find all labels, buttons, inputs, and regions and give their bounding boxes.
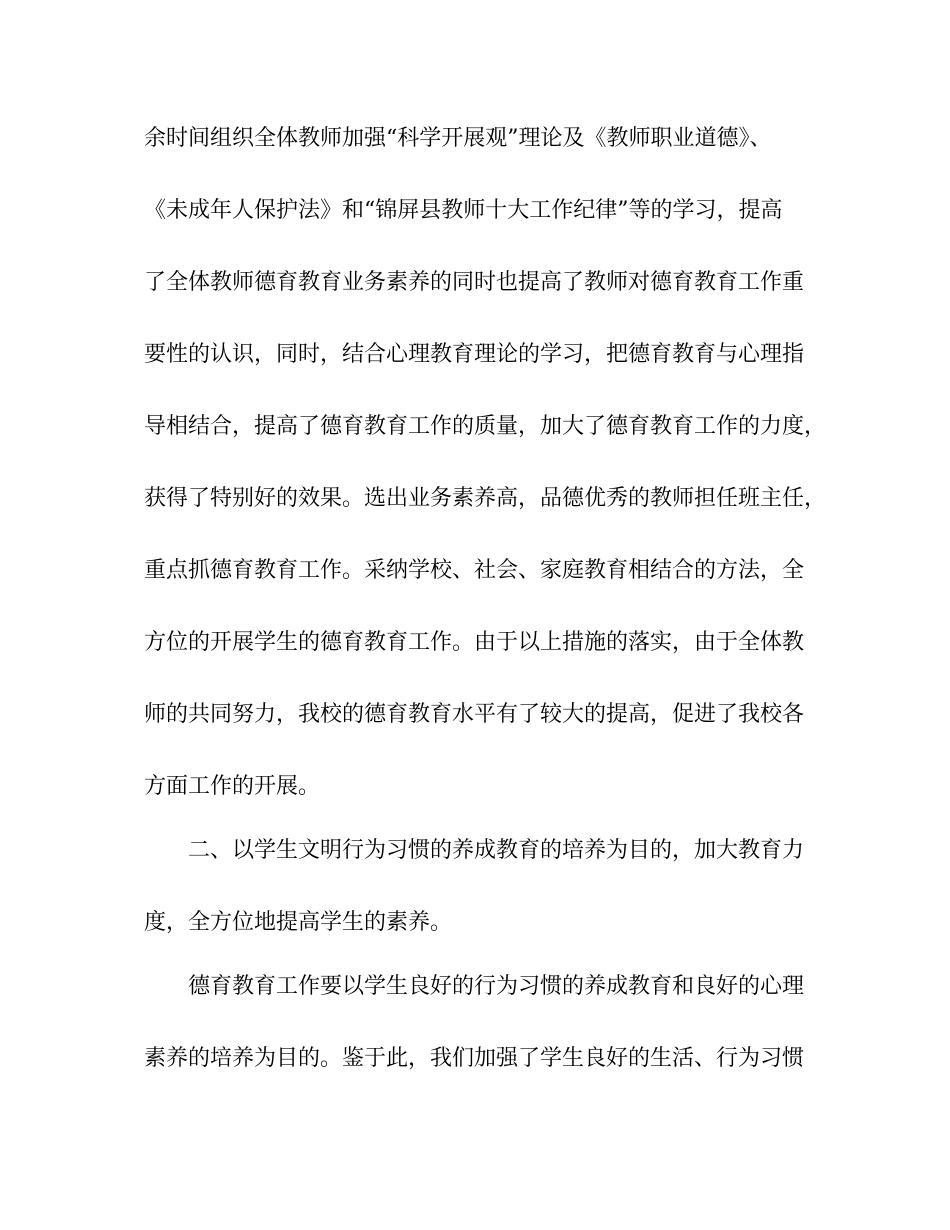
paragraph-line: 了全体教师德育教育业务素养的同时也提高了教师对德育教育工作重: [144, 270, 805, 295]
paragraph-line: 方面工作的开展。: [144, 774, 321, 799]
paragraph-line: 重点抓德育教育工作。采纳学校、社会、家庭教育相结合的方法，全: [144, 558, 805, 583]
paragraph-line: 导相结合，提高了德育教育工作的质量，加大了德育教育工作的力度，: [144, 414, 827, 439]
paragraph-line: 德育教育工作要以学生良好的行为习惯的养成教育和良好的心理: [188, 974, 805, 999]
paragraph-line: 师的共同努力，我校的德育教育水平有了较大的提高，促进了我校各: [144, 702, 805, 727]
paragraph-line: 素养的培养为目的。鉴于此，我们加强了学生良好的生活、行为习惯: [144, 1046, 805, 1071]
paragraph-line: 获得了特别好的效果。选出业务素养高，品德优秀的教师担任班主任，: [144, 486, 827, 511]
section-heading-line: 度，全方位地提高学生的素养。: [144, 910, 453, 935]
paragraph-line: 方位的开展学生的德育教育工作。由于以上措施的落实，由于全体教: [144, 630, 805, 655]
paragraph-line: 余时间组织全体教师加强“科学开展观”理论及《教师职业道德》、: [144, 126, 772, 151]
paragraph-line: 《未成年人保护法》和“锦屏县教师十大工作纪律”等的学习，提高: [144, 198, 783, 223]
paragraph-line: 要性的认识，同时，结合心理教育理论的学习，把德育教育与心理指: [144, 342, 805, 367]
document-body: [144, 121, 827, 1077]
section-heading-line: 二、以学生文明行为习惯的养成教育的培养为目的，加大教育力: [188, 838, 805, 863]
